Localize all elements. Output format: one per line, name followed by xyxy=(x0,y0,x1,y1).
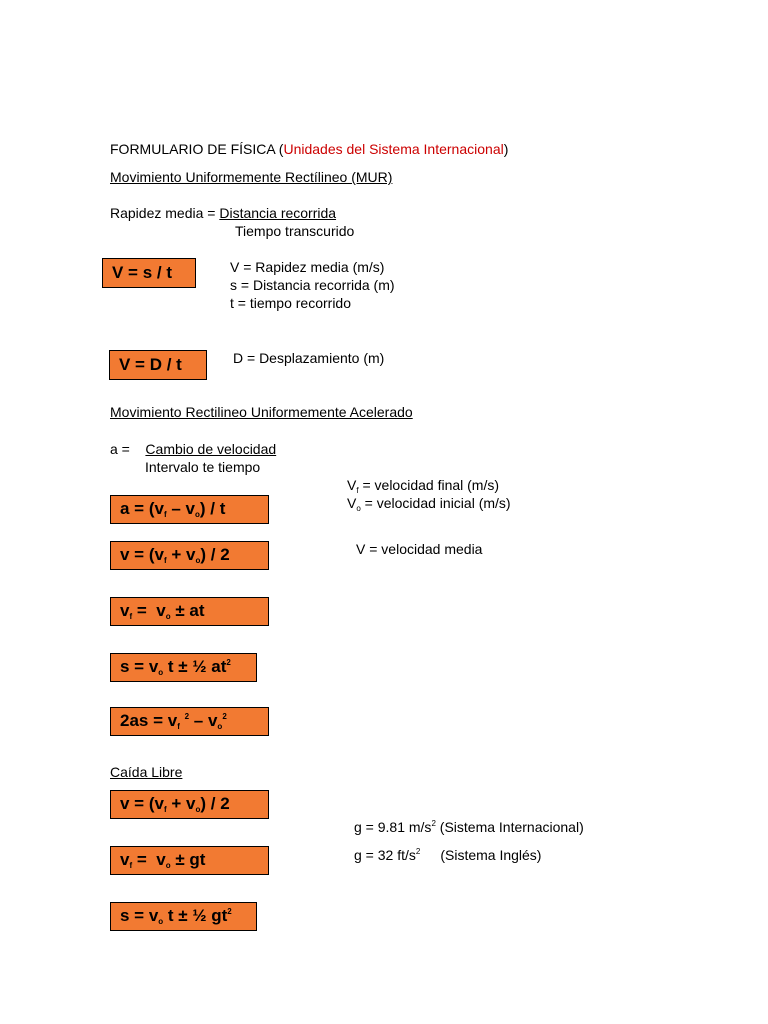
vf-sub: f xyxy=(356,486,359,495)
caida-libre-heading: Caída Libre xyxy=(110,764,183,780)
mur-heading: Movimiento Uniformemente Rectílineo (MUR) xyxy=(110,169,393,185)
mrua-heading: Movimiento Rectilineo Uniformemente Acelerado xyxy=(110,404,413,420)
page-title xyxy=(110,140,508,158)
g-si-prefix: g = 9.81 m/s xyxy=(354,819,432,835)
g-en-exp: 2 xyxy=(415,847,421,856)
formula-v-media: $v = (v_f + v_o) / 2$ xyxy=(110,541,269,570)
legend-distancia-recorrida: s = Distancia recorrida (m) xyxy=(230,277,395,293)
legend-velocidad-inicial xyxy=(347,494,511,512)
formula-v-d-t: V = D / t xyxy=(109,350,207,380)
aceleracion-numerator: Cambio de velocidad xyxy=(145,441,277,457)
formula-2as: $2as = v_f$ $^2 - v_o^2$ xyxy=(110,707,269,736)
aceleracion-label: a = xyxy=(110,441,134,457)
legend-desplazamiento: D = Desplazamiento (m) xyxy=(233,350,385,366)
formula-vf-vo-at: $v_f = v_o$ ± at xyxy=(110,597,269,626)
g-en-suffix: (Sistema Inglés) xyxy=(440,847,542,863)
rapidez-label: Rapidez media = xyxy=(110,205,220,221)
g-si-exp: 2 xyxy=(431,819,436,828)
legend-rapidez-media: V = Rapidez media (m/s) xyxy=(230,259,385,275)
legend-tiempo-recorrido: t = tiempo recorrido xyxy=(230,295,351,311)
aceleracion-denominator: Intervalo te tiempo xyxy=(145,459,261,475)
vf-text: = velocidad final (m/s) xyxy=(358,477,500,493)
vo-sub: o xyxy=(356,504,361,513)
formula-s-vo-t-at2: $s = v_o$ t ± ½ $at^2$ xyxy=(110,653,257,682)
vf-prefix: V xyxy=(347,477,357,493)
rapidez-numerator: Distancia recorrida xyxy=(219,205,337,221)
g-en-prefix: g = 32 ft/s xyxy=(354,847,416,863)
g-si-suffix: (Sistema Internacional) xyxy=(435,819,584,835)
rapidez-denominator: Tiempo transcurido xyxy=(235,223,355,239)
formula-caida-vf-gt: $v_f = v_o$ ± gt xyxy=(110,846,269,875)
title-highlight: Unidades del Sistema Internacional xyxy=(283,141,504,157)
formula-caida-v-media: $v = (v_f + v_o) / 2$ xyxy=(110,790,269,819)
gravedad-ingles xyxy=(354,846,541,864)
gravedad-si xyxy=(354,818,584,836)
formula-caida-s-gt2: $s = v_o$ t ± ½ $gt^2$ xyxy=(110,902,257,931)
formula-a-vf-vo-t: $a = (v_f - v_o) / t$ xyxy=(110,495,269,524)
title-prefix: FORMULARIO DE FÍSICA ( xyxy=(110,141,284,157)
formula-v-s-t: V = s / t xyxy=(102,258,196,288)
vo-text: = velocidad inicial (m/s) xyxy=(360,495,511,511)
rapidez-definition xyxy=(110,204,336,222)
vo-prefix: V xyxy=(347,495,357,511)
legend-velocidad-final xyxy=(347,476,499,494)
aceleracion-definition xyxy=(110,440,276,458)
title-suffix: ) xyxy=(503,141,509,157)
legend-velocidad-media: V = velocidad media xyxy=(356,541,483,557)
